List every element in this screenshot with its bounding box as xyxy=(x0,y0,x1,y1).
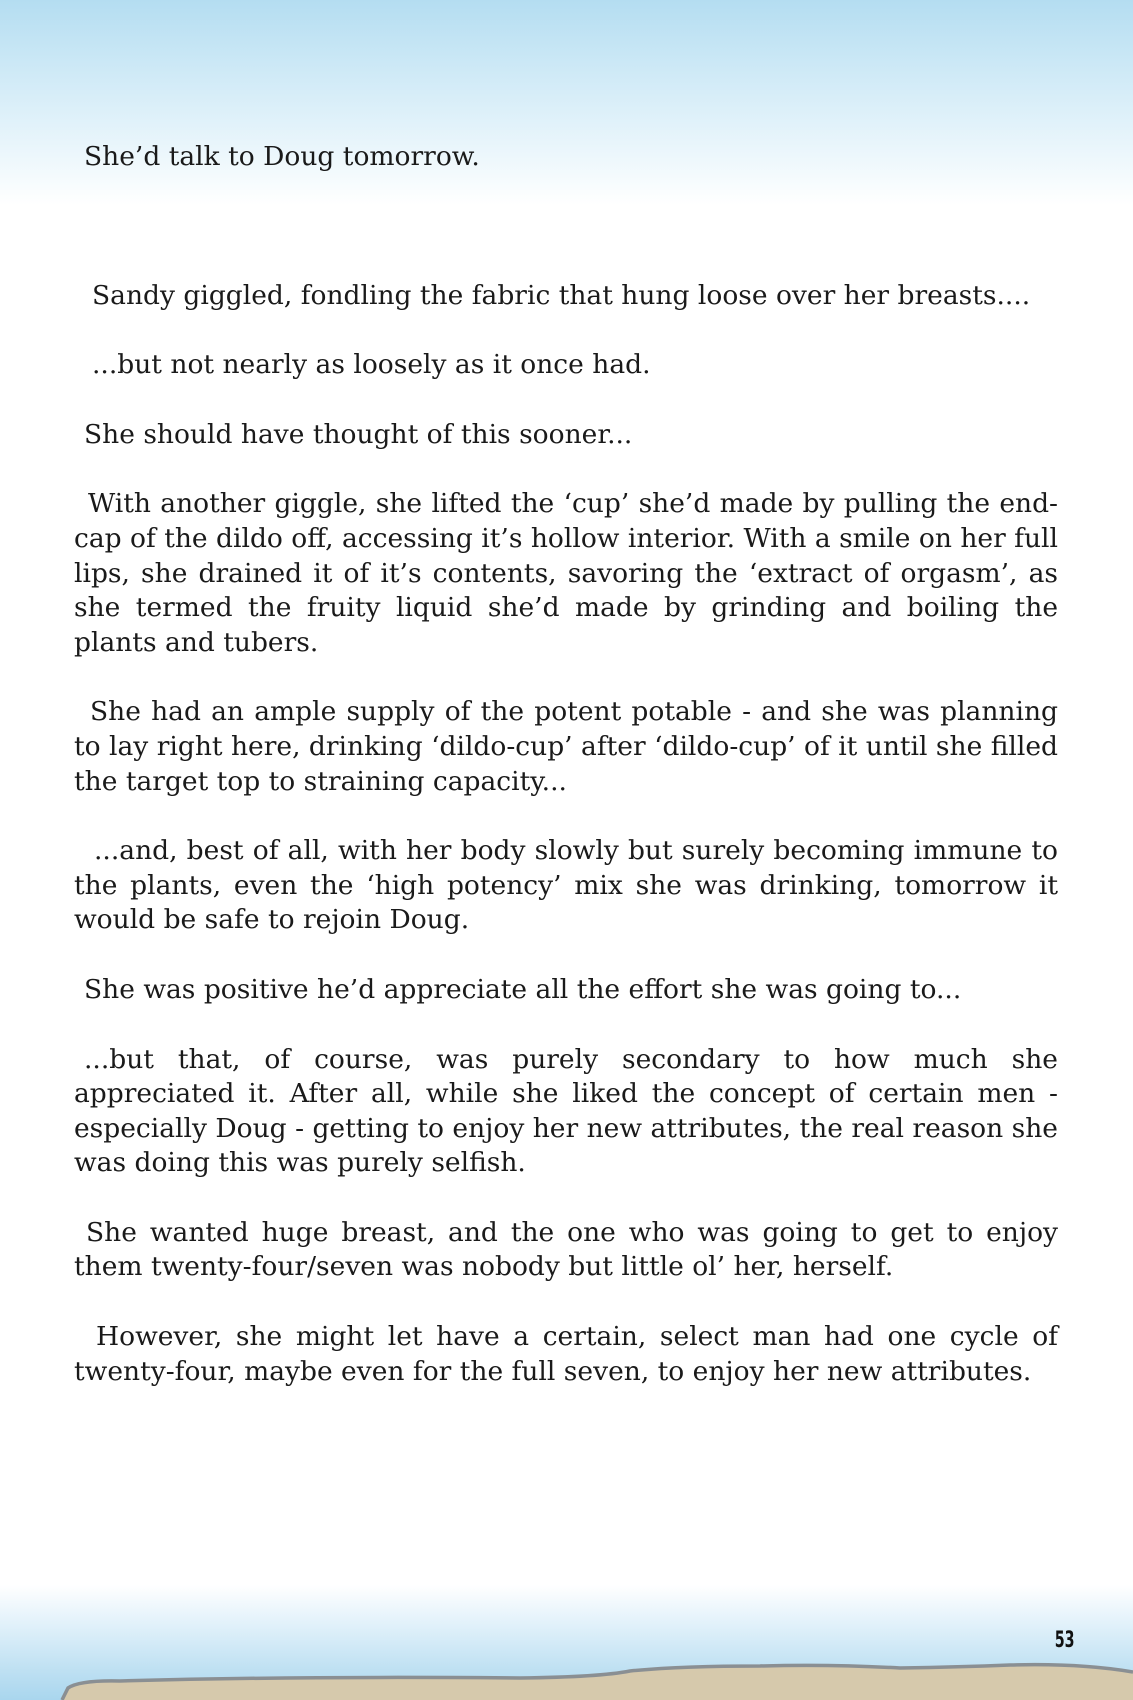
paragraph-10: She wanted huge breast, and the one who was going to get to enjoy them twenty-four/seven was nobody but little ol’ her, herself. xyxy=(74,1216,1058,1283)
paragraph-11: However, she might let have a certain, select man had one cycle of twenty-four, maybe even for the full seven, to enjoy her new attributes. xyxy=(74,1321,1058,1387)
page-number: 53 xyxy=(1055,1628,1075,1653)
body-text xyxy=(74,140,1058,1389)
paragraph-1: She’d talk to Doug tomorrow. xyxy=(84,141,480,172)
sand-dune-illustration xyxy=(0,1630,1133,1700)
paragraph-3: ...but not nearly as loosely as it once had. xyxy=(92,349,651,381)
paragraph-7: ...and, best of all, with her body slowly but surely becoming immune to the plants, even the ‘high potency’ mix she was drinking, tomorrow it would be safe to rejoin Doug. xyxy=(74,835,1058,936)
paragraph-5: With another giggle, she lifted the ‘cup’ she’d made by pulling the end-cap of the dildo off, accessing it’s hollow interior. With a smile on her full lips, she drained it of it’s contents, savoring the ‘extract of orgasm’, as she termed the fruity liquid she’d made by grinding and boiling the plants and tubers. xyxy=(74,488,1058,658)
paragraph-6: She had an ample supply of the potent potable - and she was planning to lay right here, drinking ‘dildo-cup’ after ‘dildo-cup’ of it until she filled the target top to straining capacity... xyxy=(74,696,1058,797)
paragraph-9: ...but that, of course, was purely secondary to how much she appreciated it. After all, while she liked the concept of certain men - especially Doug - getting to enjoy her new attributes, the real reason she was doing this was purely selfish. xyxy=(74,1043,1058,1179)
paragraph-2: Sandy giggled, fondling the fabric that hung loose over her breasts.... xyxy=(92,279,1031,311)
paragraph-4: She should have thought of this sooner... xyxy=(84,418,633,450)
paragraph-8: She was positive he’d appreciate all the effort she was going to... xyxy=(84,973,962,1005)
